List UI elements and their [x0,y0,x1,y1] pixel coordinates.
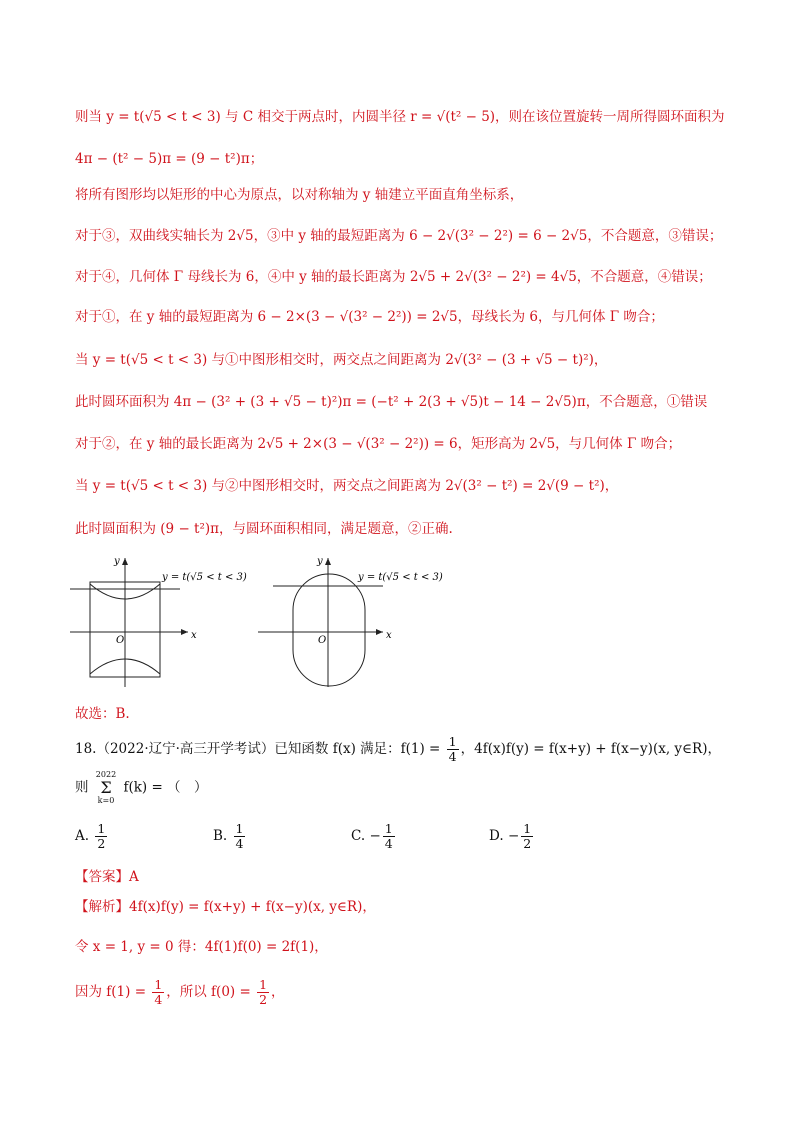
fraction-denominator: 4 [235,836,244,851]
fraction-numerator: 1 [448,734,457,749]
option-fraction [95,822,107,851]
fraction-numerator: 1 [384,821,393,836]
curve-label: y = t(√5 < t < 3) [358,572,443,583]
fraction-numerator: 1 [235,821,244,836]
option-a[interactable] [75,822,109,851]
analysis-line-3-part-c: ， [271,984,285,1000]
solution-line-10: 当 y = t(√5 < t < 3) 与②中图形相交时，两交点之间距离为 2√(3² − t²) = 2√(9 − t²)， [75,478,619,494]
fraction-denominator: 2 [523,836,532,851]
summation [96,770,116,806]
y-axis-label: y [317,556,323,567]
fraction-denominator: 2 [97,836,106,851]
fraction-numerator: 1 [523,821,532,836]
figure-stadium-shape [258,552,468,696]
question-stem-part-b: ，4f(x)f(y) = f(x+y) + f(x−y)(x, y∈R)， [460,741,721,757]
y-axis-arrow [122,558,128,565]
option-fraction [383,822,395,851]
x-axis-label: x [191,630,197,641]
sum-upper-limit: 2022 [95,770,117,779]
x-axis-arrow [181,629,188,635]
fraction-numerator: 1 [154,977,163,992]
figure-hyperbola-shape [70,552,270,696]
analysis-line-3-part-a: 因为 f(1) = [75,984,151,1000]
question-18-stem [75,735,740,764]
fraction-denominator: 4 [384,836,393,851]
fraction-denominator: 4 [154,992,163,1007]
solution-line-9: 对于②，在 y 轴的最长距离为 2√5 + 2×(3 − √(3² − 2²)) = 6，矩形高为 2√5，与几何体 Γ 吻合； [75,436,682,452]
fraction-numerator: 1 [97,821,106,836]
sum-lower-limit: k=0 [97,796,115,805]
analysis-fraction-2 [257,978,269,1007]
sum-prefix: 则 [75,779,89,796]
solution-line-6: 对于①，在 y 轴的最短距离为 6 − 2×(3 − √(3² − 2²)) = 2√5，母线长为 6，与几何体 Γ 吻合； [75,309,664,325]
analysis-line-2: 令 x = 1, y = 0 得：4f(1)f(0) = 2f(1)， [75,939,328,955]
fraction-denominator: 4 [448,749,457,764]
option-letter: D. [489,828,504,844]
fraction-numerator: 1 [259,977,268,992]
x-axis-arrow [376,629,383,635]
option-letter: B. [213,828,228,844]
y-axis-label: y [114,556,120,567]
option-sign: − [369,828,381,844]
curve-label: y = t(√5 < t < 3) [162,572,247,583]
sum-symbol: Σ [100,778,112,797]
analysis-line-3-part-b: ，所以 f(0) = [166,984,256,1000]
option-sign: − [507,828,520,844]
solution-line-1: 则当 y = t(√5 < t < 3) 与 C 相交于两点时，内圆半径 r = √(t² − 5)，则在该位置旋转一周所得圆环面积为 [75,109,725,125]
option-b[interactable] [213,822,247,851]
option-c[interactable] [351,822,397,851]
previous-answer: 故选：B. [75,706,130,722]
answer-18: 【答案】A [75,869,139,885]
solution-line-5: 对于④，几何体 Γ 母线长为 6，④中 y 轴的最长距离为 2√5 + 2√(3² − 2²) = 4√5，不合题意，④错误； [75,269,712,285]
solution-line-4: 对于③，双曲线实轴长为 2√5，③中 y 轴的最短距离为 6 − 2√(3² − 2²) = 6 − 2√5，不合题意，③错误； [75,228,723,244]
fraction-denominator: 2 [259,992,268,1007]
analysis-line-3 [75,978,740,1007]
analysis-fraction-1 [152,978,164,1007]
origin-label: O [116,635,125,646]
y-axis-arrow [325,558,331,565]
solution-line-8: 此时圆环面积为 4π − (3² + (3 + √5 − t)²)π = (−t² + 2(3 + √5)t − 14 − 2√5)π，不合题意，①错误 [75,394,708,410]
figure-1-svg [70,552,270,692]
analysis-line-1: 【解析】4f(x)f(y) = f(x+y) + f(x−y)(x, y∈R)， [75,899,376,915]
solution-line-7: 当 y = t(√5 < t < 3) 与①中图形相交时，两交点之间距离为 2√(3² − (3 + √5 − t)²)， [75,352,608,368]
stadium-outline [293,574,365,686]
option-d[interactable] [489,822,535,851]
option-fraction [234,822,246,851]
solution-line-11: 此时圆面积为 (9 − t²)π，与圆环面积相同，满足题意，②正确. [75,521,453,537]
question-stem-part-a: 18.（2022·辽宁·高三开学考试）已知函数 f(x) 满足：f(1) = [75,741,445,757]
sum-suffix: f(k) = （ ） [123,779,208,796]
x-axis-label: x [386,630,392,641]
solution-line-3: 将所有图形均以矩形的中心为原点，以对称轴为 y 轴建立平面直角坐标系， [75,187,524,203]
option-letter: C. [351,828,366,844]
option-fraction [521,822,533,851]
fraction-f1 [447,735,459,764]
option-letter: A. [75,828,90,844]
figure-2-svg [258,552,468,692]
origin-label: O [318,635,327,646]
question-18-sum [75,770,740,806]
solution-line-2: 4π − (t² − 5)π = (9 − t²)π； [75,151,264,167]
